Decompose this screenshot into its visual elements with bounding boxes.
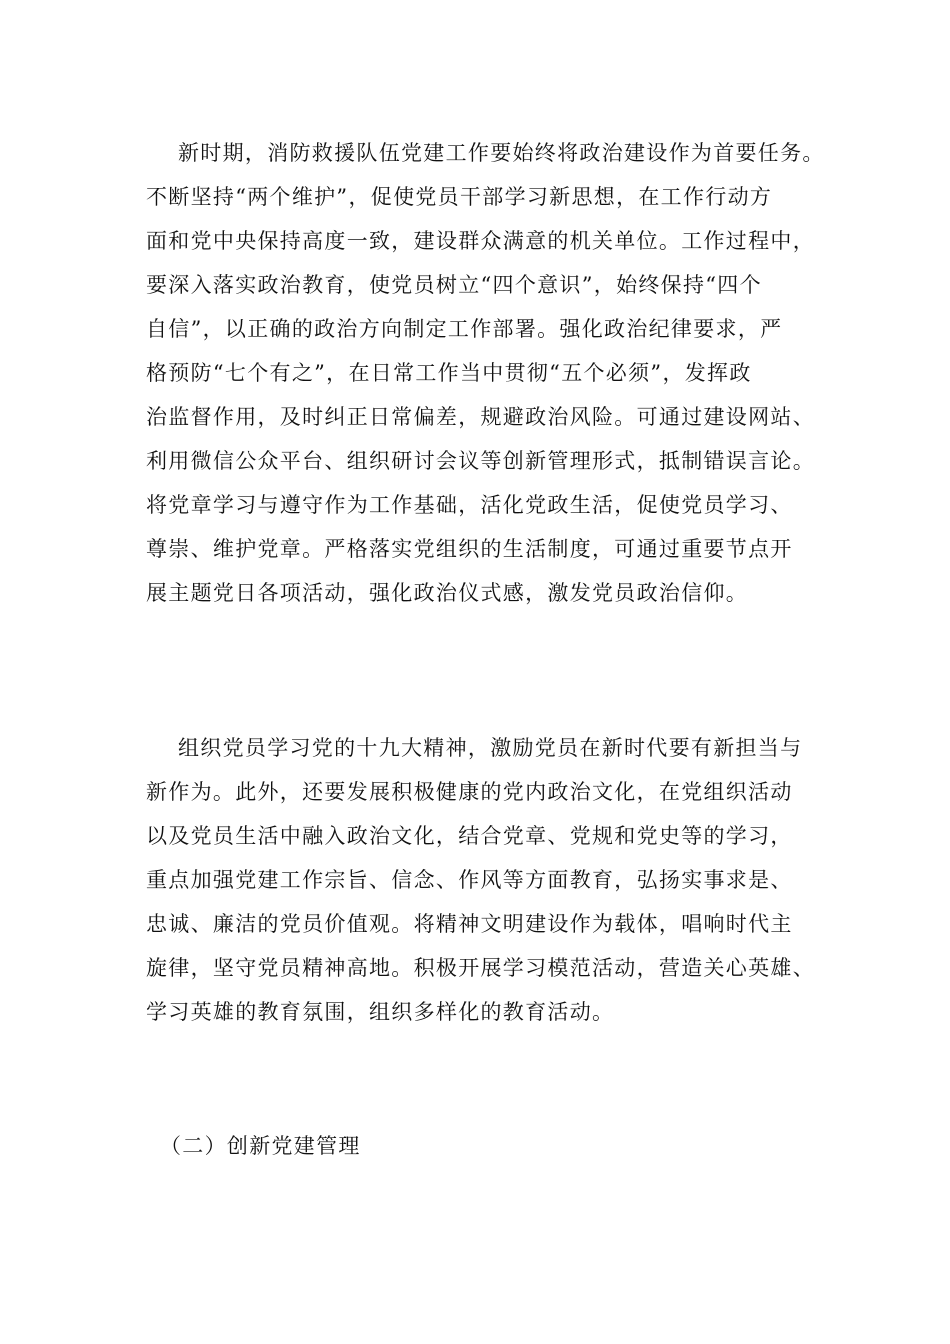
paragraph-1-line-5: 自信”，以正确的政治方向制定工作部署。强化政治纪律要求，严 bbox=[146, 317, 783, 341]
paragraph-1-line-1: 新时期，消防救援队伍党建工作要始终将政治建设作为首要任务。 bbox=[178, 141, 825, 165]
section-heading: （二）创新党建管理 bbox=[160, 1134, 361, 1158]
paragraph-1-line-8: 利用微信公众平台、组织研讨会议等创新管理形式，抵制错误言论。 bbox=[146, 449, 815, 473]
paragraph-1-line-4: 要深入落实政治教育，使党员树立“四个意识”，始终保持“四个 bbox=[146, 273, 762, 297]
paragraph-1-line-6: 格预防“七个有之”，在日常工作当中贯彻“五个必须”，发挥政 bbox=[146, 361, 752, 385]
paragraph-1-line-10: 尊崇、维护党章。严格落实党组织的生活制度，可通过重要节点开 bbox=[146, 537, 793, 561]
paragraph-1-line-2: 不断坚持“两个维护”，促使党员干部学习新思想，在工作行动方 bbox=[146, 185, 773, 209]
paragraph-2-line-2: 新作为。此外，还要发展积极健康的党内政治文化，在党组织活动 bbox=[146, 780, 793, 804]
paragraph-1-line-9: 将党章学习与遵守作为工作基础，活化党政生活，促使党员学习、 bbox=[146, 493, 793, 517]
paragraph-2-line-7: 学习英雄的教育氛围，组织多样化的教育活动。 bbox=[146, 1000, 615, 1024]
paragraph-1-line-11: 展主题党日各项活动，强化政治仪式感，激发党员政治信仰。 bbox=[146, 581, 749, 605]
paragraph-2-line-6: 旋律，坚守党员精神高地。积极开展学习模范活动，营造关心英雄、 bbox=[146, 956, 815, 980]
paragraph-2-line-1: 组织党员学习党的十九大精神，激励党员在新时代要有新担当与 bbox=[178, 736, 803, 760]
paragraph-1-line-7: 治监督作用，及时纠正日常偏差，规避政治风险。可通过建设网站、 bbox=[146, 405, 815, 429]
paragraph-2-line-3: 以及党员生活中融入政治文化，结合党章、党规和党史等的学习， bbox=[146, 824, 793, 848]
paragraph-1-line-3: 面和党中央保持高度一致，建设群众满意的机关单位。工作过程中， bbox=[146, 229, 815, 253]
paragraph-2-line-5: 忠诚、廉洁的党员价值观。将精神文明建设作为载体，唱响时代主 bbox=[146, 912, 793, 936]
paragraph-2-line-4: 重点加强党建工作宗旨、信念、作风等方面教育，弘扬实事求是、 bbox=[146, 868, 793, 892]
